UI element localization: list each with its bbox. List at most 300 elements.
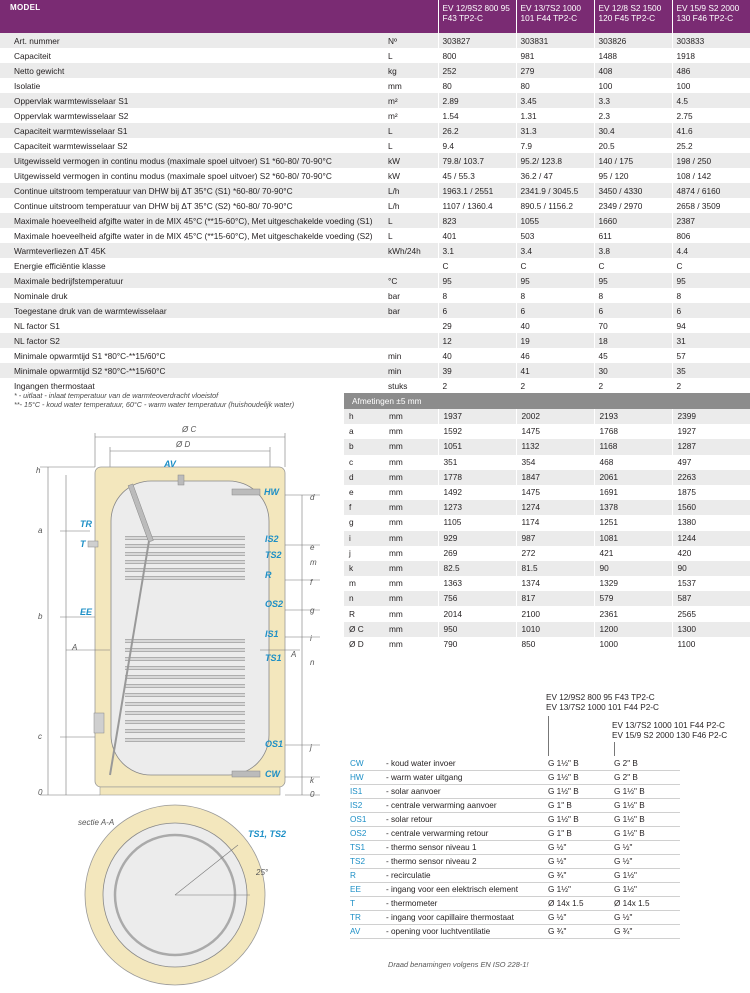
spec-row (0, 333, 750, 348)
spec-unit: min (384, 363, 438, 378)
connection-thread-group-2: G 1½" B (614, 827, 680, 841)
dimension-value: 2361 (594, 606, 672, 621)
spec-row (0, 198, 750, 213)
connection-description: - centrale verwarming retour (386, 827, 548, 841)
port-ee: EE (80, 607, 93, 617)
dimension-key: d (344, 470, 384, 485)
spec-label: Capaciteit (0, 48, 384, 63)
dimension-value: 1000 (594, 637, 672, 652)
spec-value: 2 (438, 378, 516, 393)
spec-value: 2387 (672, 213, 750, 228)
spec-row (0, 108, 750, 123)
dimension-unit: mm (384, 637, 438, 652)
spec-label: Netto gewicht (0, 63, 384, 78)
dimension-value: 1105 (438, 515, 516, 530)
spec-row (0, 213, 750, 228)
spec-label: Warmteverliezen ΔT 45K (0, 243, 384, 258)
dimension-row (344, 561, 750, 576)
connection-thread-group-2: G ½" (614, 855, 680, 869)
dimension-value: 2100 (516, 606, 594, 621)
spec-value: 20.5 (594, 138, 672, 153)
dimension-row (344, 439, 750, 454)
spec-value: C (594, 258, 672, 273)
dimension-value: 1273 (438, 500, 516, 515)
spec-label: Minimale opwarmtijd S1 *80°C-**15/60°C (0, 348, 384, 363)
connection-thread-group-2: G ¾" (614, 925, 680, 939)
spec-unit (384, 258, 438, 273)
label-m: m (310, 558, 317, 567)
spec-value: 1660 (594, 213, 672, 228)
label-a-left: A (72, 643, 78, 652)
dimension-value: 1200 (594, 622, 672, 637)
spec-value: 95 (594, 273, 672, 288)
spec-value: 3.8 (594, 243, 672, 258)
boiler-diagram (0, 405, 345, 993)
port-ts2: TS2 (265, 550, 282, 560)
spec-value: 95 (672, 273, 750, 288)
spec-value: 2658 / 3509 (672, 198, 750, 213)
dimension-unit: mm (384, 606, 438, 621)
dimension-value: 1937 (438, 409, 516, 424)
model-col-3: EV 12/8 S2 1500 120 F45 TP2-C (594, 0, 672, 33)
spec-value: 95 (516, 273, 594, 288)
spec-value: 303826 (594, 33, 672, 48)
connection-row (350, 813, 680, 827)
spec-value: 94 (672, 318, 750, 333)
connection-row (350, 897, 680, 911)
spec-value: 31 (672, 333, 750, 348)
spec-value: 12 (438, 333, 516, 348)
connection-code: TR (350, 911, 386, 925)
dimension-value: 1475 (516, 424, 594, 439)
dimension-value: 987 (516, 531, 594, 546)
spec-label: Energie efficiëntie klasse (0, 258, 384, 273)
connection-row (350, 925, 680, 939)
spec-value: 806 (672, 228, 750, 243)
connection-description: - warm water uitgang (386, 771, 548, 785)
connections-body (350, 757, 680, 939)
dimension-value: 790 (438, 637, 516, 652)
connection-thread-group-2: G 1½" B (614, 785, 680, 799)
spec-value: 6 (438, 303, 516, 318)
spec-row (0, 183, 750, 198)
dimension-value: 1778 (438, 470, 516, 485)
port-os1: OS1 (265, 739, 284, 749)
spec-value: 9.4 (438, 138, 516, 153)
spec-value: 95 (438, 273, 516, 288)
connection-thread-group-1: G ½" (548, 855, 614, 869)
dimension-unit: mm (384, 439, 438, 454)
spec-unit: Nº (384, 33, 438, 48)
dimension-key: n (344, 591, 384, 606)
dimension-unit: mm (384, 531, 438, 546)
spec-value: 252 (438, 63, 516, 78)
spec-row (0, 78, 750, 93)
dimension-value: 1374 (516, 576, 594, 591)
spec-value: 30 (594, 363, 672, 378)
dimension-key: m (344, 576, 384, 591)
connection-description: - thermo sensor niveau 1 (386, 841, 548, 855)
spec-value: 29 (438, 318, 516, 333)
connection-thread-group-2: Ø 14x 1.5 (614, 897, 680, 911)
spec-value: 57 (672, 348, 750, 363)
label-f: f (310, 578, 313, 587)
connection-thread-group-1: G 1½" B (548, 785, 614, 799)
model-col-4: EV 15/9 S2 2000 130 F46 TP2-C (672, 0, 750, 33)
dimension-row (344, 500, 750, 515)
spec-value: 70 (594, 318, 672, 333)
spec-unit: kW (384, 168, 438, 183)
connection-thread-group-1: G ½" (548, 911, 614, 925)
dimension-value: 1560 (672, 500, 750, 515)
spec-row (0, 318, 750, 333)
dimension-value: 1010 (516, 622, 594, 637)
spec-unit: L (384, 123, 438, 138)
spec-value: 823 (438, 213, 516, 228)
spec-value: 2 (594, 378, 672, 393)
dimension-row (344, 531, 750, 546)
connection-code: EE (350, 883, 386, 897)
dimension-value: 1768 (594, 424, 672, 439)
dimension-value: 1287 (672, 439, 750, 454)
port-av: AV (164, 459, 176, 469)
spec-value: 40 (438, 348, 516, 363)
dimension-key: b (344, 439, 384, 454)
hw-pipe (232, 489, 260, 495)
spec-unit (384, 333, 438, 348)
model-col-2: EV 13/7S2 1000 101 F44 TP2-C (516, 0, 594, 33)
dimensions-body (344, 409, 750, 652)
thermometer-port (88, 541, 98, 547)
port-is2: IS2 (265, 534, 279, 544)
spec-value: 4.4 (672, 243, 750, 258)
spec-value: 1488 (594, 48, 672, 63)
connection-row (350, 841, 680, 855)
connection-model-headers (546, 693, 728, 740)
dimension-key: i (344, 531, 384, 546)
spec-value: 31.3 (516, 123, 594, 138)
dimension-value: 1380 (672, 515, 750, 530)
connection-code: TS1 (350, 841, 386, 855)
spec-value: 3.1 (438, 243, 516, 258)
dimension-row (344, 576, 750, 591)
bracket-group-1 (548, 716, 549, 756)
connection-thread-group-1: G 1" B (548, 799, 614, 813)
dimension-unit: mm (384, 500, 438, 515)
spec-label: Maximale bedrijfstemperatuur (0, 273, 384, 288)
spec-value: 890.5 / 1156.2 (516, 198, 594, 213)
spec-value: 198 / 250 (672, 153, 750, 168)
dimension-value: 1691 (594, 485, 672, 500)
spec-label: Continue uitstroom temperatuur van DHW bij ΔT 35°C (S2) *60-80/ 70-90°C (0, 198, 384, 213)
dimension-row (344, 591, 750, 606)
spec-unit: °C (384, 273, 438, 288)
dimension-key: h (344, 409, 384, 424)
connection-row (350, 771, 680, 785)
dimension-value: 351 (438, 455, 516, 470)
connection-thread-group-2: G ½" (614, 911, 680, 925)
port-is1: IS1 (265, 629, 279, 639)
spec-label: Uitgewisseld vermogen in continu modus (maximale spoel uitvoer) S2 *60-80/ 70-90°C (0, 168, 384, 183)
port-cw: CW (265, 769, 280, 779)
connection-thread-group-1: G ¾" (548, 925, 614, 939)
dimension-value: 1132 (516, 439, 594, 454)
dimension-value: 1081 (594, 531, 672, 546)
spec-value: 40 (516, 318, 594, 333)
spec-value: 303831 (516, 33, 594, 48)
spec-value: 35 (672, 363, 750, 378)
connection-row (350, 855, 680, 869)
dimension-key: k (344, 561, 384, 576)
spec-value: 41 (516, 363, 594, 378)
dimension-value: 1274 (516, 500, 594, 515)
dimension-row (344, 485, 750, 500)
spec-label: Capaciteit warmtewisselaar S1 (0, 123, 384, 138)
dimension-value: 497 (672, 455, 750, 470)
dimension-value: 1363 (438, 576, 516, 591)
spec-row (0, 153, 750, 168)
spec-value: 26.2 (438, 123, 516, 138)
spec-unit: mm (384, 78, 438, 93)
dimension-unit: mm (384, 622, 438, 637)
dimensions-header: Afmetingen ±5 mm (344, 393, 750, 409)
spec-value: 1.31 (516, 108, 594, 123)
label-c: c (38, 732, 42, 741)
spec-value: 6 (516, 303, 594, 318)
spec-row (0, 273, 750, 288)
spec-value: 8 (594, 288, 672, 303)
label-zero-left: 0 (38, 788, 43, 797)
spec-label: Uitgewisseld vermogen in continu modus (maximale spoel uitvoer) S1 *60-80/ 70-90°C (0, 153, 384, 168)
spec-value: 303827 (438, 33, 516, 48)
label-zero-right: 0 (310, 790, 315, 799)
spec-value: 45 / 55.3 (438, 168, 516, 183)
spec-value: 1107 / 1360.4 (438, 198, 516, 213)
spec-value: 2.75 (672, 108, 750, 123)
spec-row (0, 258, 750, 273)
spec-value: 1918 (672, 48, 750, 63)
dimension-key: g (344, 515, 384, 530)
connection-row (350, 785, 680, 799)
dimension-value: 2061 (594, 470, 672, 485)
dimension-value: 81.5 (516, 561, 594, 576)
spec-value: 36.2 / 47 (516, 168, 594, 183)
connection-code: TS2 (350, 855, 386, 869)
dimension-row (344, 622, 750, 637)
dimension-value: 2399 (672, 409, 750, 424)
dimension-value: 587 (672, 591, 750, 606)
connection-thread-group-2: G ½" (614, 841, 680, 855)
connection-description: - ingang voor een elektrisch element (386, 883, 548, 897)
dimension-value: 420 (672, 546, 750, 561)
spec-unit: kWh/24h (384, 243, 438, 258)
connection-row (350, 869, 680, 883)
spec-value: 2.89 (438, 93, 516, 108)
dimension-value: 1475 (516, 485, 594, 500)
spec-value: 2 (672, 378, 750, 393)
dimension-row (344, 455, 750, 470)
connection-thread-group-1: G ¾" (548, 869, 614, 883)
label-d: d (310, 493, 315, 502)
base (100, 787, 280, 795)
dimension-value: 2002 (516, 409, 594, 424)
spec-row (0, 363, 750, 378)
spec-value: 401 (438, 228, 516, 243)
spec-value: 39 (438, 363, 516, 378)
dimension-key: j (344, 546, 384, 561)
dimension-value: 1847 (516, 470, 594, 485)
spec-unit: kW (384, 153, 438, 168)
spec-value: 46 (516, 348, 594, 363)
spec-value: 3450 / 4330 (594, 183, 672, 198)
spec-value: 6 (672, 303, 750, 318)
spec-value: 611 (594, 228, 672, 243)
angle-label: 25° (256, 868, 269, 877)
spec-label: Continue uitstroom temperatuur van DHW bij ΔT 35°C (S1) *60-80/ 70-90°C (0, 183, 384, 198)
spec-label: NL factor S1 (0, 318, 384, 333)
spec-unit: bar (384, 303, 438, 318)
label-od: Ø D (176, 440, 191, 449)
spec-unit: L (384, 213, 438, 228)
dimension-value: 1927 (672, 424, 750, 439)
spec-value: 8 (672, 288, 750, 303)
label-a: a (38, 526, 43, 535)
connection-group-2-model-a: EV 13/7S2 1000 101 F44 P2-C (612, 721, 725, 730)
spec-label: Maximale hoeveelheid afgifte water in de MIX 45°C (**15-60°C), Met uitgeschakelde voeding (S2) (0, 228, 384, 243)
connection-group-1-model-a: EV 12/9S2 800 95 F43 TP2-C (546, 693, 655, 702)
dimension-value: 2193 (594, 409, 672, 424)
dimension-value: 756 (438, 591, 516, 606)
spec-value: 981 (516, 48, 594, 63)
connection-description: - thermo sensor niveau 2 (386, 855, 548, 869)
connection-code: R (350, 869, 386, 883)
spec-label: Isolatie (0, 78, 384, 93)
connection-description: - solar retour (386, 813, 548, 827)
spec-unit: m² (384, 93, 438, 108)
connection-description: - centrale verwarming aanvoer (386, 799, 548, 813)
spec-value: 7.9 (516, 138, 594, 153)
dimension-value: 850 (516, 637, 594, 652)
spec-unit: L (384, 138, 438, 153)
specs-body (0, 33, 750, 393)
dimension-value: 2263 (672, 470, 750, 485)
dimension-unit: mm (384, 470, 438, 485)
dimension-row (344, 470, 750, 485)
spec-row (0, 348, 750, 363)
section-label: sectie A-A (78, 818, 115, 827)
port-tr: TR (80, 519, 92, 529)
dimension-value: 90 (672, 561, 750, 576)
connection-code: IS2 (350, 799, 386, 813)
dimension-value: 1329 (594, 576, 672, 591)
spec-row (0, 303, 750, 318)
spec-value: 2349 / 2970 (594, 198, 672, 213)
spec-row (0, 93, 750, 108)
label-h: h (36, 466, 41, 475)
dimension-value: 579 (594, 591, 672, 606)
dimension-value: 2014 (438, 606, 516, 621)
spec-value: 45 (594, 348, 672, 363)
spec-label: Art. nummer (0, 33, 384, 48)
spec-value: 2 (516, 378, 594, 393)
connection-thread-group-1: G 1½" B (548, 813, 614, 827)
spec-row (0, 228, 750, 243)
dimensions-table (344, 409, 750, 652)
connection-code: T (350, 897, 386, 911)
label-k: k (310, 776, 314, 785)
dimension-value: 1051 (438, 439, 516, 454)
spec-unit: L (384, 48, 438, 63)
spec-unit: L/h (384, 198, 438, 213)
spec-value: 1055 (516, 213, 594, 228)
connection-code: OS1 (350, 813, 386, 827)
connection-code: OS2 (350, 827, 386, 841)
spec-value: 486 (672, 63, 750, 78)
spec-value: 80 (438, 78, 516, 93)
spec-label: NL factor S2 (0, 333, 384, 348)
spec-value: 3.4 (516, 243, 594, 258)
spec-value: C (672, 258, 750, 273)
note-1: * - uitlaat - inlaat temperatuur van de warmteoverdracht vloeistof (14, 391, 219, 400)
spec-label: Minimale opwarmtijd S2 *80°C-**15/60°C (0, 363, 384, 378)
dimension-value: 1244 (672, 531, 750, 546)
dimension-row (344, 606, 750, 621)
spec-label: Oppervlak warmtewisselaar S2 (0, 108, 384, 123)
connection-thread-group-1: G ½" (548, 841, 614, 855)
connection-row (350, 911, 680, 925)
dimension-value: 1378 (594, 500, 672, 515)
spec-value: 408 (594, 63, 672, 78)
dimension-value: 2565 (672, 606, 750, 621)
dimension-unit: mm (384, 424, 438, 439)
spec-value: 80 (516, 78, 594, 93)
dimension-value: 1168 (594, 439, 672, 454)
dimension-unit: mm (384, 515, 438, 530)
spec-unit: stuks (384, 378, 438, 393)
spec-value: 3.45 (516, 93, 594, 108)
spec-value: 279 (516, 63, 594, 78)
dimension-key: e (344, 485, 384, 500)
connection-group-1-models (546, 693, 659, 713)
spec-value: 95.2/ 123.8 (516, 153, 594, 168)
connection-thread-group-1: G 1" B (548, 827, 614, 841)
connection-thread-group-2: G 1½" B (614, 813, 680, 827)
dimension-row (344, 637, 750, 652)
dimension-row (344, 546, 750, 561)
spec-value: C (438, 258, 516, 273)
spec-unit: bar (384, 288, 438, 303)
dimension-value: 269 (438, 546, 516, 561)
dimension-value: 1300 (672, 622, 750, 637)
dimension-value: 90 (594, 561, 672, 576)
spec-value: 3.3 (594, 93, 672, 108)
spec-value: 19 (516, 333, 594, 348)
dimension-key: c (344, 455, 384, 470)
connection-thread-group-2: G 1½" (614, 869, 680, 883)
connection-group-2-model-b: EV 15/9 S2 2000 130 F46 P2-C (612, 731, 728, 740)
connection-description: - solar aanvoer (386, 785, 548, 799)
dimension-key: a (344, 424, 384, 439)
spec-value: 2341.9 / 3045.5 (516, 183, 594, 198)
dimension-value: 1592 (438, 424, 516, 439)
spec-unit: kg (384, 63, 438, 78)
connection-description: - thermometer (386, 897, 548, 911)
dimension-unit: mm (384, 546, 438, 561)
spec-value: 4874 / 6160 (672, 183, 750, 198)
label-a-right: A (291, 650, 297, 659)
spec-value: 41.6 (672, 123, 750, 138)
connection-code: CW (350, 757, 386, 771)
